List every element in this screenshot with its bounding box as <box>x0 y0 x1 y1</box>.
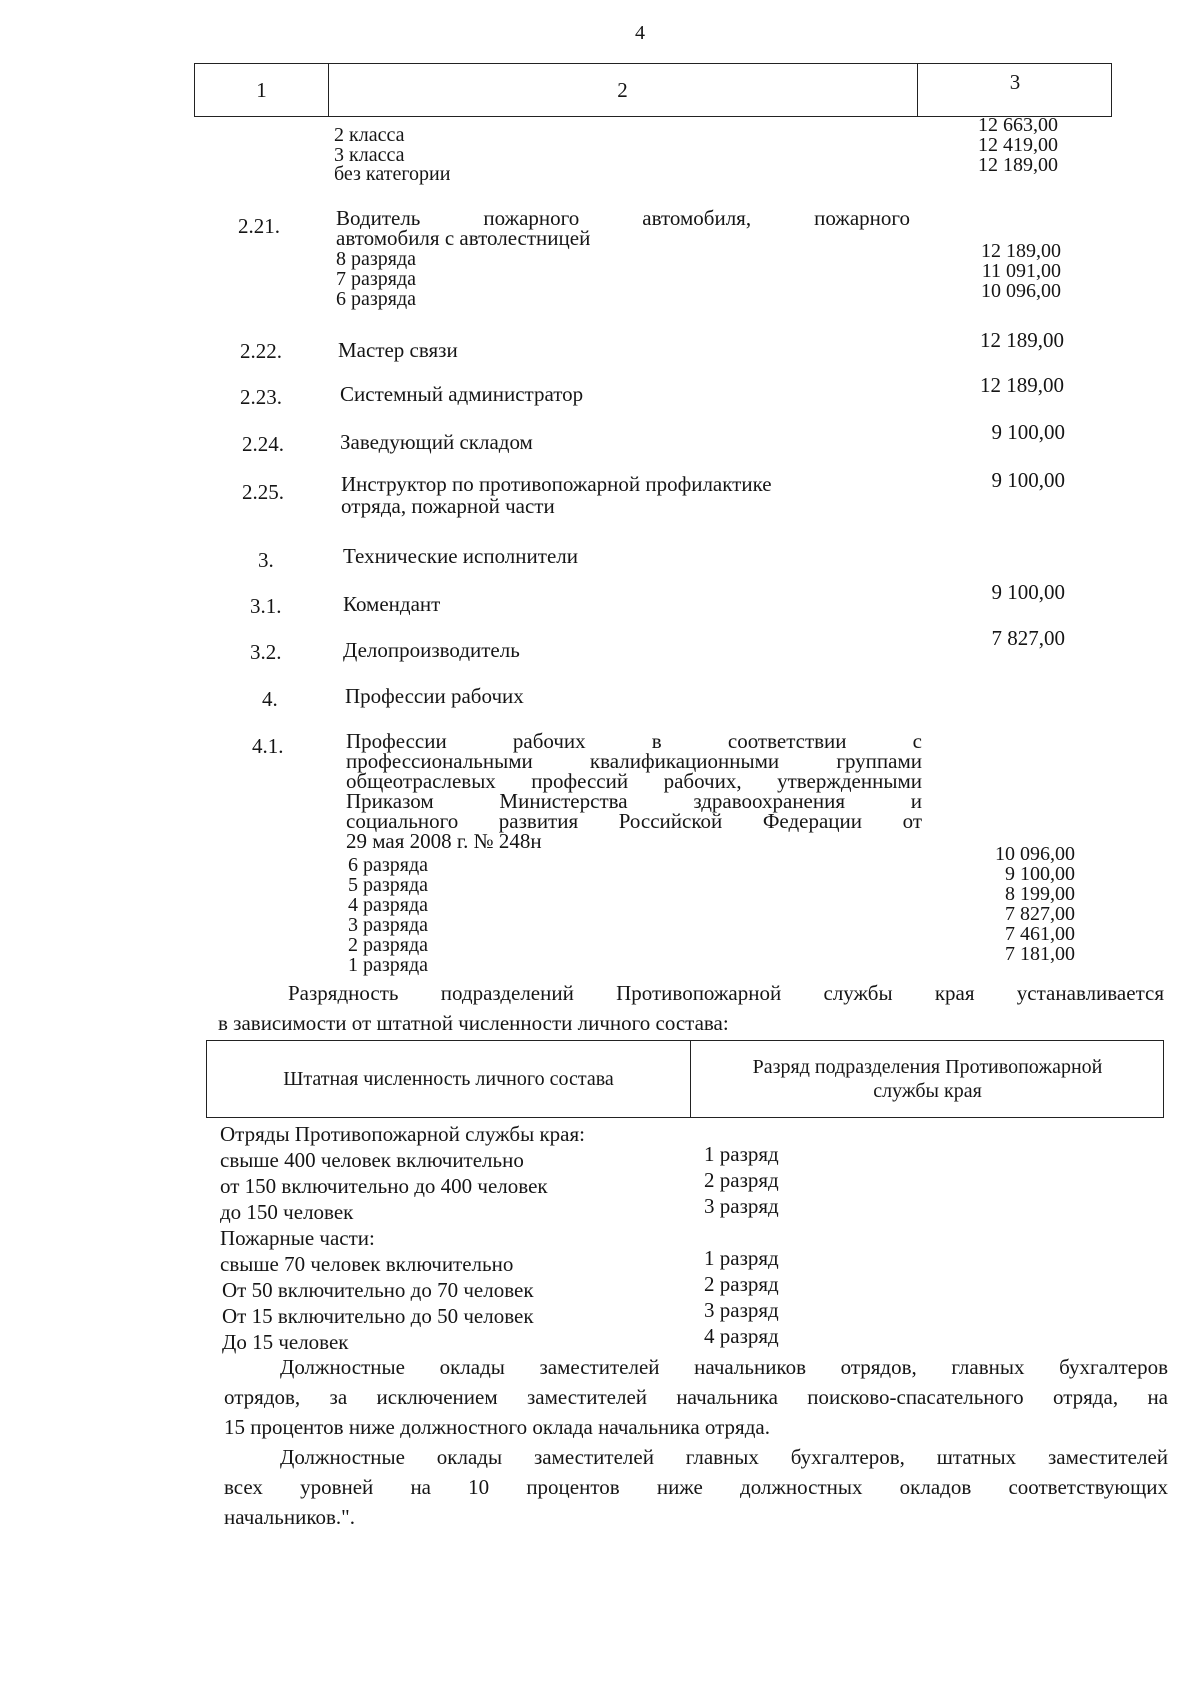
rank-group-1-label-3: до 150 человек <box>220 1200 354 1224</box>
intro-line-2: в зависимости от штатной численности личного состава: <box>218 1011 729 1035</box>
cont-value-1: 12 663,00 <box>978 114 1058 136</box>
rank-group-1-rank-1: 1 разряд <box>704 1142 779 1166</box>
cont-label-2: 3 класса <box>334 144 405 166</box>
item-4-1-value-5: 7 461,00 <box>1005 923 1075 945</box>
item-title-3-1: Комендант <box>343 592 441 616</box>
item-number-2-25: 2.25. <box>242 480 284 504</box>
rank-group-2-label-3: От 15 включительно до 50 человек <box>222 1304 534 1328</box>
item-number-4-1: 4.1. <box>252 734 284 758</box>
rank-group-2-title: Пожарные части: <box>220 1226 375 1250</box>
item-4-1-line-4: Приказом Министерства здравоохранения и <box>346 789 922 813</box>
item-2-21-label-3: 6 разряда <box>336 288 417 310</box>
item-4-1-value-3: 8 199,00 <box>1005 883 1075 905</box>
cont-value-3: 12 189,00 <box>978 154 1058 176</box>
rank-group-2-label-4: До 15 человек <box>222 1330 349 1354</box>
item-2-21-value-1: 12 189,00 <box>981 240 1061 262</box>
item-4-1-label-2: 5 разряда <box>348 874 429 896</box>
column-1-header: 1 <box>256 77 267 102</box>
item-title-3-2: Делопроизводитель <box>343 638 520 662</box>
item-title-2-21-line1 <box>336 208 910 228</box>
rank-group-2-rank-4: 4 разряд <box>704 1324 779 1348</box>
rank-group-2-rank-1: 1 разряд <box>704 1246 779 1270</box>
item-4-1-line-2: профессиональными квалификационными группами <box>346 749 922 773</box>
item-number-2-23: 2.23. <box>240 385 282 409</box>
item-title-2-21-word-3: автомобиля, <box>642 206 752 230</box>
accountants-line-2: всех уровней на 10 процентов ниже должностных окладов соответствующих <box>224 1475 1168 1499</box>
cont-value-2: 12 419,00 <box>978 134 1058 156</box>
column-3-header: 3 <box>1009 69 1021 94</box>
item-title-2-21-word-4: пожарного <box>814 206 910 230</box>
item-4-1-value-2: 9 100,00 <box>1005 863 1075 885</box>
cont-label-3: без категории <box>334 163 451 185</box>
column-2-header: 2 <box>617 77 628 102</box>
rank-group-1-label-1: свыше 400 человек включительно <box>220 1148 524 1172</box>
item-title-2-21-word-1: Водитель <box>336 206 421 230</box>
item-2-21-value-2: 11 091,00 <box>981 260 1061 282</box>
deputies-paragraph <box>224 1352 1168 1442</box>
accountants-paragraph <box>224 1442 1168 1532</box>
item-value-2-22: 12 189,00 <box>980 328 1064 352</box>
deputies-line-1: Должностные оклады заместителей начальников отрядов, главных бухгалтеров <box>280 1355 1168 1379</box>
rank-group-2-rank-2: 2 разряд <box>704 1272 779 1296</box>
item-4-1-label-4: 3 разряда <box>348 914 429 936</box>
accountants-line-1: Должностные оклады заместителей главных бухгалтеров, штатных заместителей <box>280 1445 1168 1469</box>
intro-line-1: Разрядность подразделений Противопожарной службы края устанавливается <box>288 981 1164 1005</box>
section-number-3: 3. <box>258 548 274 572</box>
item-title-2-24: Заведующий складом <box>340 430 533 454</box>
deputies-line-2: отрядов, за исключением заместителей начальника поисково-спасательного отряда, на <box>224 1385 1168 1409</box>
rank-header-col1: Штатная численность личного состава <box>283 1068 614 1090</box>
item-4-1-line-3: общеотраслевых профессий рабочих, утвержденными <box>346 769 922 793</box>
rank-group-1-title: Отряды Противопожарной службы края: <box>220 1122 585 1146</box>
item-value-2-25: 9 100,00 <box>991 468 1065 492</box>
item-4-1-label-3: 4 разряда <box>348 894 429 916</box>
item-4-1-line-6: 29 мая 2008 г. № 248н <box>346 829 542 853</box>
item-value-2-23: 12 189,00 <box>980 373 1064 397</box>
section-title-3: Технические исполнители <box>343 544 578 568</box>
item-title-2-25-line2: отряда, пожарной части <box>341 494 555 518</box>
item-2-21-label-2: 7 разряда <box>336 268 417 290</box>
column-header-table <box>194 63 1112 117</box>
deputies-line-3: 15 процентов ниже должностного оклада начальника отряда. <box>224 1415 770 1439</box>
section-title-4: Профессии рабочих <box>345 684 524 708</box>
item-4-1-value-6: 7 181,00 <box>1005 943 1075 965</box>
item-number-2-22: 2.22. <box>240 339 282 363</box>
rank-header-col2-line2: службы края <box>873 1080 982 1102</box>
item-number-3-2: 3.2. <box>250 640 282 664</box>
rank-group-2-rank-3: 3 разряд <box>704 1298 779 1322</box>
item-4-1-value-4: 7 827,00 <box>1005 903 1075 925</box>
item-value-3-1: 9 100,00 <box>991 580 1065 604</box>
rank-group-1-rank-3: 3 разряд <box>704 1194 779 1218</box>
rank-group-1-rank-2: 2 разряд <box>704 1168 779 1192</box>
item-number-2-21: 2.21. <box>238 214 280 238</box>
item-title-2-21-line2: автомобиля с автолестницей <box>336 226 591 250</box>
item-4-1-label-1: 6 разряда <box>348 854 429 876</box>
accountants-line-3: начальников.". <box>224 1505 355 1529</box>
rank-group-1-label-2: от 150 включительно до 400 человек <box>220 1174 548 1198</box>
section-number-4: 4. <box>262 687 278 711</box>
item-4-1-label-6: 1 разряда <box>348 954 429 976</box>
item-value-2-24: 9 100,00 <box>991 420 1065 444</box>
item-4-1-line-5: социального развития Российской Федерации от <box>346 809 922 833</box>
item-title-2-25-line1: Инструктор по противопожарной профилактике <box>341 472 772 496</box>
intro-paragraph <box>218 978 1164 1038</box>
item-title-2-23: Системный администратор <box>340 382 584 406</box>
rank-table-header <box>206 1040 1164 1118</box>
rank-group-2-label-2: От 50 включительно до 70 человек <box>222 1278 534 1302</box>
cont-label-1: 2 класса <box>334 124 405 146</box>
item-4-1-line-1: Профессии рабочих в соответствии с <box>346 729 922 753</box>
item-4-1-value-1: 10 096,00 <box>995 843 1075 865</box>
page-number: 4 <box>635 22 645 44</box>
rank-group-2-label-1: свыше 70 человек включительно <box>220 1252 514 1276</box>
rank-header-col2 <box>690 1041 1165 1117</box>
item-4-1-label-5: 2 разряда <box>348 934 429 956</box>
item-title-2-21-word-2: пожарного <box>483 206 580 230</box>
item-value-3-2: 7 827,00 <box>991 626 1065 650</box>
item-2-21-value-3: 10 096,00 <box>981 280 1061 302</box>
item-number-2-24: 2.24. <box>242 432 284 456</box>
item-number-3-1: 3.1. <box>250 594 282 618</box>
rank-header-col2-line1: Разряд подразделения Противопожарной <box>752 1056 1103 1078</box>
item-title-2-22: Мастер связи <box>338 338 458 362</box>
item-2-21-label-1: 8 разряда <box>336 248 417 270</box>
